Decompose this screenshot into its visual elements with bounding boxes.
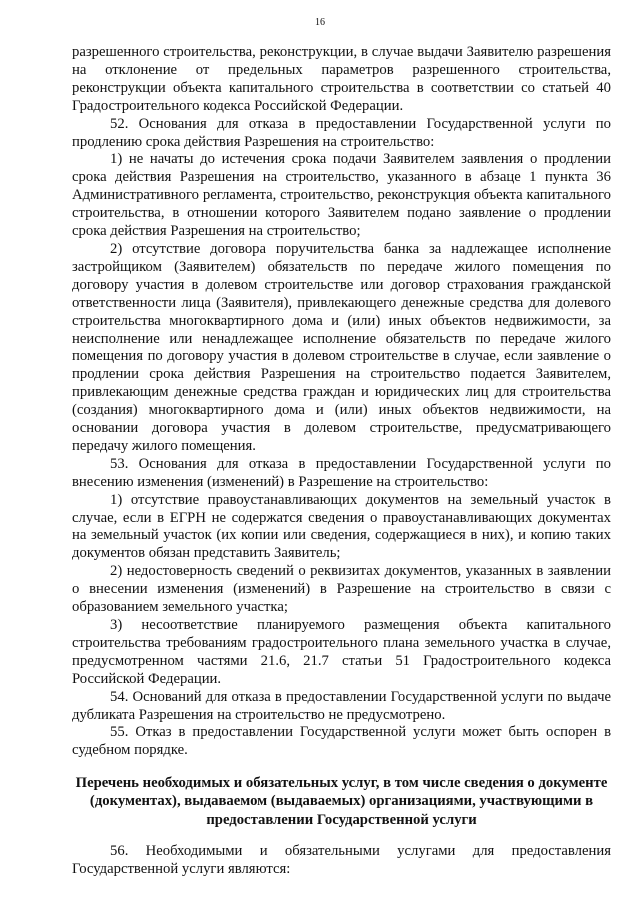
- paragraph-52-item-1: 1) не начаты до истечения срока подачи Заявителем заявления о продлении срока действия Разрешения на строительство, указанного в абзаце 1 пункта 36 Административного регламента, строительство, реконструкция объекта капитального строительства, в отношении которого Заявителем подано заявление о продлении срока действия Разрешения на строительство;: [72, 151, 611, 240]
- paragraph-continuation: разрешенного строительства, реконструкции, в случае выдачи Заявителю разрешения на отклонение от предельных параметров разрешенного строительства, реконструкции объекта капитального строительства в соответствии со статьей 40 Градостроительного кодекса Российской Федерации.: [72, 44, 611, 114]
- paragraph-53-item-3: 3) несоответствие планируемого размещения объекта капитального строительства требованиям градостроительного плана земельного участка в случае, предусмотренном частями 21.6, 21.7 статьи 51 Градостроительного кодекса Российской Федерации.: [72, 617, 611, 687]
- paragraph-54: 54. Оснований для отказа в предоставлении Государственной услуги по выдаче дубликата Разрешения на строительство не предусмотрено.: [72, 688, 611, 723]
- paragraph-56: 56. Необходимыми и обязательными услугами для предоставления Государственной услуги являются:: [72, 842, 611, 877]
- paragraph-55: 55. Отказ в предоставлении Государственной услуги может быть оспорен в судебном порядке.: [72, 724, 611, 759]
- paragraph-52: 52. Основания для отказа в предоставлении Государственной услуги по продлению срока действия Разрешения на строительство:: [72, 115, 611, 150]
- page-number: 16: [315, 17, 325, 28]
- paragraph-53-item-1: 1) отсутствие правоустанавливающих документов на земельный участок в случае, если в ЕГРН не содержатся сведения о правоустанавливающих документах на земельный участок (их копии или сведения, содержащиеся в них), и копию таких документов обязан представить Заявитель;: [72, 491, 611, 562]
- paragraph-53: 53. Основания для отказа в предоставлении Государственной услуги по внесению изменения (изменений) в Разрешение на строительство:: [72, 455, 611, 490]
- paragraph-52-item-2: 2) отсутствие договора поручительства банка за надлежащее исполнение застройщиком (Заявителем) обязательств по передаче жилого помещения по договору участия в долевом строительстве или договор страхования гражданской ответственности лица (Заявителя), привлекающего денежные средства для долевого строительства многоквартирного дома и (или) иных объектов недвижимости, за неисполнение или ненадлежащее исполнение обязательств по передаче жилого помещения по договору участия в долевом строительстве в случае, если заявление о продлении срока действия Разрешения на строительство подается Заявителем, привлекающим денежные средства граждан и юридических лиц для строительства (создания) многоквартирного дома и (или) иных объектов недвижимости, на основании договора участия в долевом строительстве, предусматривающего передачу жилого помещения.: [72, 240, 611, 454]
- paragraph-53-item-2: 2) недостоверность сведений о реквизитах документов, указанных в заявлении о внесении изменения (изменений) в Разрешение на строительство в связи с образованием земельного участка;: [72, 563, 611, 616]
- document-body: [72, 44, 611, 879]
- section-heading: Перечень необходимых и обязательных услуг, в том числе сведения о документе (документах), выдаваемом (выдаваемых) организациями, участвующими в предоставлении Государственной услуги: [75, 775, 608, 828]
